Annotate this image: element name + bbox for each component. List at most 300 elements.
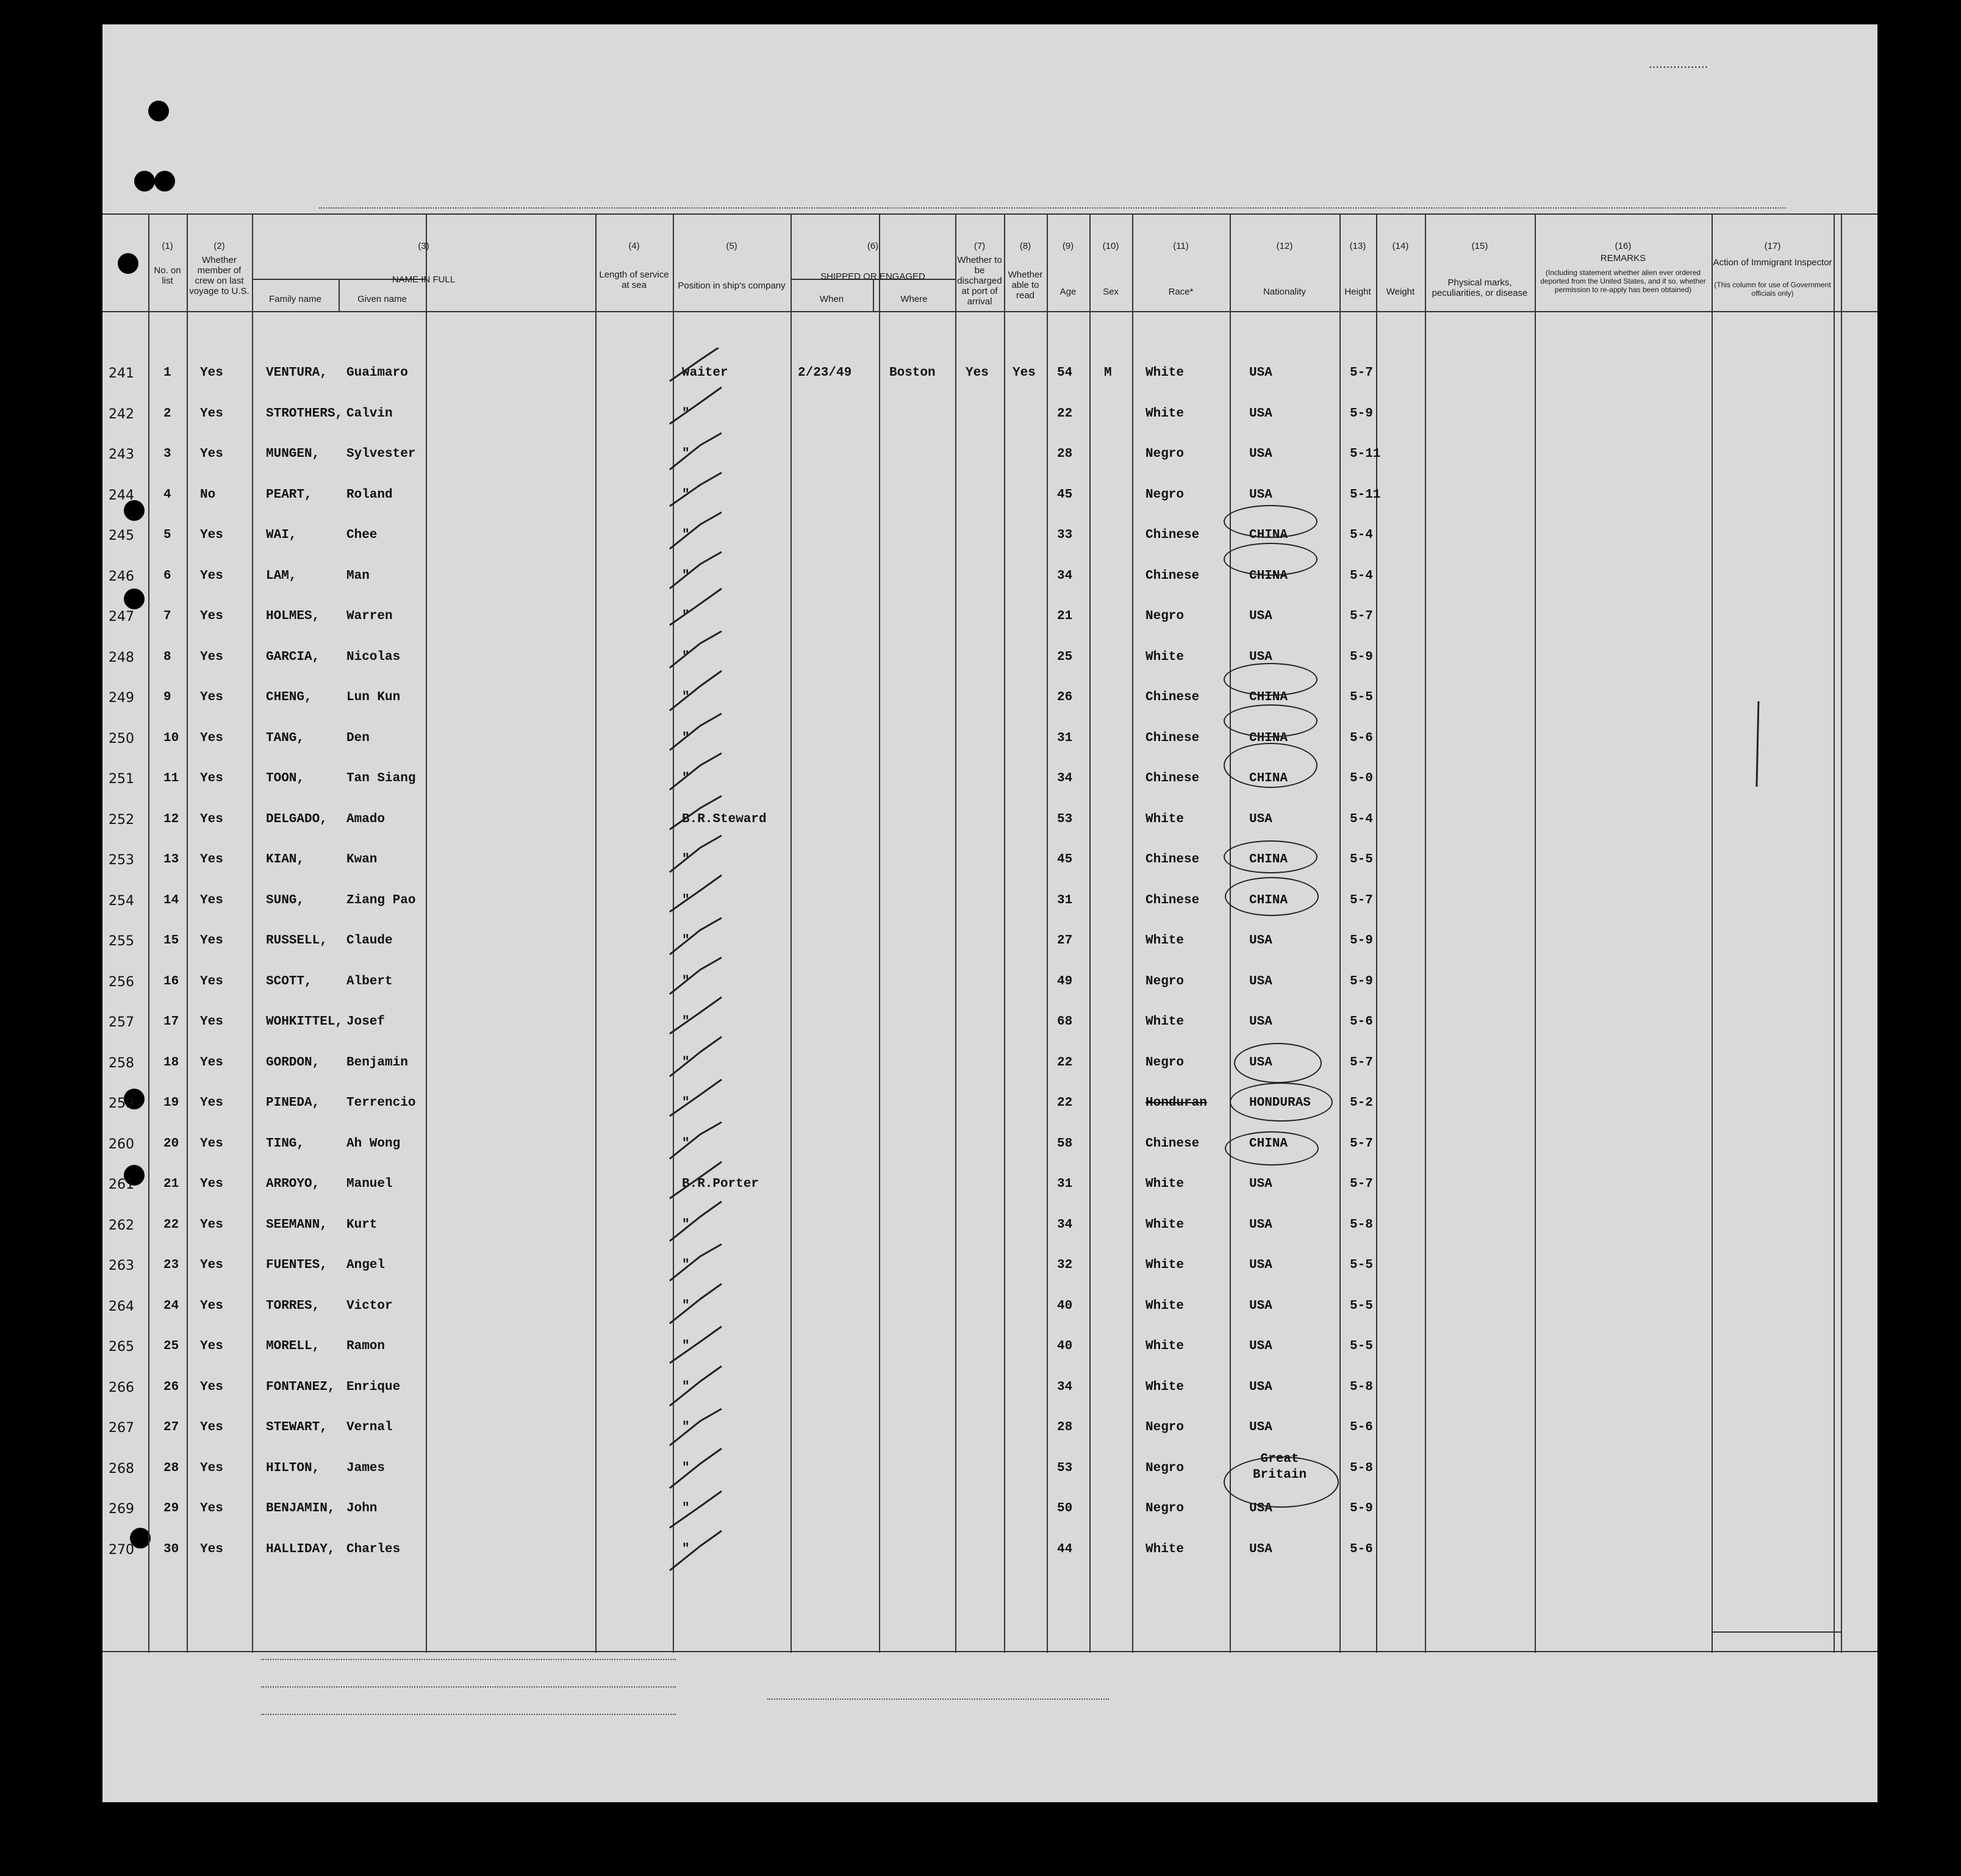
age: 58 [1057,1137,1073,1151]
column-number: (7) [973,241,986,251]
column-subheader: (This column for use of Government officials only) [1714,281,1831,298]
given-name: Ramon [346,1339,385,1353]
position: B.R.Steward [682,812,767,826]
checkmark [670,1366,722,1406]
race: White [1145,366,1185,380]
checkmark [670,671,722,711]
age: 49 [1057,975,1073,989]
position: " [682,528,690,542]
age: 22 [1057,1096,1073,1110]
position: " [682,1542,690,1556]
age: 22 [1057,1056,1073,1070]
family-name: RUSSELL, [266,934,328,948]
position: " [682,731,690,745]
race: Honduran [1145,1096,1207,1110]
punch-hole [148,101,169,121]
race: White [1145,650,1185,664]
line-number: 248 [109,650,134,665]
given-name: Angel [346,1258,385,1272]
row-number: 26 [163,1380,179,1394]
last-voyage: Yes [200,812,223,826]
nationality: HONDURAS [1249,1096,1311,1110]
line-number: 249 [109,690,134,706]
line-number: 245 [109,528,134,543]
row-number: 28 [163,1461,179,1475]
family-name: VENTURA, [266,366,328,380]
last-voyage: Yes [200,934,223,948]
signature-rule [767,1699,1109,1700]
nationality: CHINA [1249,853,1288,867]
last-voyage: Yes [200,1502,223,1516]
checkmark [670,1162,722,1198]
age: 53 [1057,812,1073,826]
age: 40 [1057,1299,1073,1313]
checkmark [670,589,722,625]
column-number: (10) [1102,241,1119,251]
given-name: Roland [346,488,393,502]
height: 5-7 [1350,1056,1373,1070]
family-name: SCOTT, [266,975,312,989]
line-number: 247 [109,609,134,625]
column-header: No. on list [154,265,181,286]
race: Negro [1145,447,1185,461]
position: " [682,609,690,623]
given-name: Terrencio [346,1096,416,1110]
column-header: Nationality [1263,287,1307,297]
given-name: Warren [346,609,393,623]
manifest-sheet [102,24,1877,1802]
height: 5-5 [1350,853,1373,867]
race: Chinese [1145,731,1200,745]
rule [1230,213,1231,1653]
last-voyage: Yes [200,1096,223,1110]
column-number: (1) [162,241,173,251]
age: 53 [1057,1461,1073,1475]
height: 5-5 [1350,690,1373,704]
height: 5-11 [1350,447,1381,461]
given-name: Benjamin [346,1056,408,1070]
given-name: Josef [346,1015,385,1029]
nationality-circle [1224,663,1317,696]
rule [1841,213,1842,1653]
age: 25 [1057,650,1073,664]
line-number: 243 [109,447,134,462]
position: " [682,1299,690,1313]
height: 5-5 [1350,1339,1373,1353]
nationality: CHINA [1249,1137,1288,1151]
column-number: (14) [1392,241,1409,251]
line-number: 262 [109,1218,134,1233]
nationality: CHINA [1249,893,1288,908]
checkmark [670,1037,722,1076]
nationality-circle [1224,1456,1339,1508]
given-name: Enrique [346,1380,401,1394]
column-header: Height [1344,287,1371,297]
given-name: Albert [346,975,393,989]
line-number: 263 [109,1258,134,1273]
rule [1712,1631,1841,1633]
row-number: 14 [163,893,179,908]
row-number: 22 [163,1218,179,1232]
column-subheader: Family name [269,294,321,304]
given-name: Chee [346,528,378,542]
family-name: KIAN, [266,853,305,867]
nationality-circle [1234,1043,1322,1083]
race: White [1145,1258,1185,1272]
age: 22 [1057,407,1073,421]
race: Chinese [1145,1137,1200,1151]
checkmark [670,1491,722,1528]
rule [1834,213,1835,1653]
column-header: Whether able to read [1008,270,1043,301]
given-name: John [346,1502,378,1516]
race: Negro [1145,609,1185,623]
checkmark [670,433,722,470]
column-header: Age [1059,287,1077,297]
race: Negro [1145,975,1185,989]
line-number: 257 [109,1015,134,1030]
line-number: 264 [109,1299,134,1314]
checkmark [670,631,722,668]
sheet-no-label: ................. [1649,58,1708,71]
last-voyage: Yes [200,609,223,623]
family-name: HILTON, [266,1461,320,1475]
position: " [682,893,690,908]
last-voyage: Yes [200,650,223,664]
position: B.R.Porter [682,1177,759,1191]
position: " [682,1339,690,1353]
nationality: USA [1249,1177,1272,1191]
line-number: 244 [109,488,134,503]
column-number: (2) [213,241,225,251]
nationality: USA [1249,407,1272,421]
row-number: 27 [163,1420,179,1434]
age: 50 [1057,1502,1073,1516]
checkmark [670,753,722,790]
rule [102,311,1877,312]
age: 34 [1057,1218,1073,1232]
age: 32 [1057,1258,1073,1272]
vessel-underline [319,207,1786,209]
last-voyage: Yes [200,1542,223,1556]
line-number: 246 [109,569,134,584]
family-name: MORELL, [266,1339,320,1353]
height: 5-7 [1350,366,1373,380]
age: 27 [1057,934,1073,948]
race: Negro [1145,488,1185,502]
age: 31 [1057,893,1073,908]
line-number: 270 [109,1542,134,1558]
column-header: Physical marks, peculiarities, or disease [1432,277,1528,298]
age: 45 [1057,853,1073,867]
height: 5-4 [1350,569,1373,583]
line-number: 254 [109,893,134,909]
crew-table [102,213,1877,1653]
last-voyage: Yes [200,407,223,421]
column-header: Action of Immigrant Inspector [1713,257,1832,268]
column-number: (6) [867,241,879,251]
last-voyage: Yes [200,893,223,908]
column-header: Weight [1386,287,1415,297]
nationality: CHINA [1249,690,1288,704]
given-name: Kurt [346,1218,378,1232]
age: 40 [1057,1339,1073,1353]
checkmark [670,875,722,912]
position: " [682,1380,690,1394]
family-name: CHENG, [266,690,312,704]
row-number: 1 [163,366,171,380]
height: 5-9 [1350,1502,1373,1516]
nationality: CHINA [1249,772,1288,786]
column-number: (8) [1019,241,1031,251]
height: 5-8 [1350,1218,1373,1232]
position: " [682,1015,690,1029]
row-number: 12 [163,812,179,826]
last-voyage: Yes [200,1461,223,1475]
family-name: ARROYO, [266,1177,320,1191]
family-name: SEEMANN, [266,1218,328,1232]
position: " [682,690,690,704]
rule [1535,213,1536,1653]
given-name: James [346,1461,385,1475]
column-number: (4) [628,241,640,251]
column-number: (16) [1615,241,1632,251]
line-number: 251 [109,772,134,787]
line-number: 260 [109,1137,134,1152]
age: 34 [1057,772,1073,786]
nationality: USA [1249,1380,1272,1394]
rule [102,1651,1877,1652]
checkmark [670,1244,722,1281]
rule [595,213,597,1653]
height: 5-5 [1350,1258,1373,1272]
given-name: Manuel [346,1177,393,1191]
position: Waiter [682,366,728,380]
family-name: SUNG, [266,893,305,908]
line-number: 255 [109,934,134,949]
family-name: GARCIA, [266,650,320,664]
position: " [682,1096,690,1110]
height: 5-4 [1350,812,1373,826]
given-name: Victor [346,1299,393,1313]
row-number: 3 [163,447,171,461]
family-name: BENJAMIN, [266,1502,335,1516]
line-number: 267 [109,1420,134,1436]
height: 5-5 [1350,1299,1373,1313]
age: 54 [1057,366,1073,380]
age: 34 [1057,569,1073,583]
nationality-circle [1224,505,1317,538]
checkmark [670,1079,722,1116]
family-name: TING, [266,1137,305,1151]
rule [955,213,956,1653]
given-name: Lun Kun [346,690,401,704]
family-name: FUENTES, [266,1258,328,1272]
column-number: (17) [1764,241,1781,251]
checkmark [670,1531,722,1570]
age: 31 [1057,731,1073,745]
checkmark [670,1122,722,1159]
race: White [1145,1380,1185,1394]
last-voyage: Yes [200,1177,223,1191]
race: White [1145,407,1185,421]
family-name: PEART, [266,488,312,502]
height: 5-6 [1350,1420,1373,1434]
last-voyage: Yes [200,1420,223,1434]
column-number: (5) [726,241,737,251]
race: White [1145,1299,1185,1313]
family-name: FONTANEZ, [266,1380,335,1394]
ditto-stroke [1749,701,1768,787]
position: " [682,650,690,664]
race: Chinese [1145,853,1200,867]
nationality-circle [1230,1083,1333,1122]
row-number: 23 [163,1258,179,1272]
last-voyage: Yes [200,772,223,786]
checkmark [670,836,722,872]
line-number: 252 [109,812,134,828]
race: White [1145,1542,1185,1556]
age: 31 [1057,1177,1073,1191]
position: " [682,975,690,989]
nationality: USA [1249,812,1272,826]
age: 21 [1057,609,1073,623]
rule [1425,213,1426,1653]
race: Chinese [1145,569,1200,583]
line-number: 258 [109,1056,134,1071]
position: " [682,853,690,867]
row-number: 11 [163,772,179,786]
family-name: WAI, [266,528,297,542]
nationality: USA [1249,1542,1272,1556]
given-name: Charles [346,1542,401,1556]
line-number: 253 [109,853,134,868]
footer-rule [261,1686,676,1688]
given-name: Ah Wong [346,1137,401,1151]
age: 28 [1057,1420,1073,1434]
given-name: Tan Siang [346,772,416,786]
row-number: 10 [163,731,179,745]
nationality-circle [1224,743,1317,788]
column-header: Sex [1103,287,1119,297]
age: 33 [1057,528,1073,542]
height: 5-2 [1350,1096,1373,1110]
nationality-circle [1225,877,1319,916]
race: Chinese [1145,893,1200,908]
age: 34 [1057,1380,1073,1394]
column-number: (13) [1349,241,1366,251]
nationality: USA [1249,447,1272,461]
family-name: DELGADO, [266,812,328,826]
height: 5-7 [1350,893,1373,908]
height: 5-7 [1350,1137,1373,1151]
position: " [682,1502,690,1516]
last-voyage: Yes [200,366,223,380]
race: Chinese [1145,772,1200,786]
column-subheader: Where [900,294,928,304]
nationality: CHINA [1249,569,1288,583]
last-voyage: Yes [200,1056,223,1070]
line-number: 266 [109,1380,134,1395]
last-voyage: Yes [200,1218,223,1232]
nationality: USA [1249,1502,1272,1516]
height: 5-9 [1350,407,1373,421]
nationality: USA [1249,609,1272,623]
line-number: 259 [109,1096,134,1111]
position: " [682,1218,690,1232]
checkmark [670,918,722,954]
row-number: 6 [163,569,171,583]
line-number: 261 [109,1177,134,1192]
nationality-circle [1224,704,1317,737]
last-voyage: Yes [200,731,223,745]
column-header: NAME IN FULL [392,274,456,285]
nationality-circle [1224,840,1317,873]
given-name: Man [346,569,370,583]
footer-rule [261,1659,676,1660]
family-name: HOLMES, [266,609,320,623]
line-number: 242 [109,407,134,422]
line-number: 256 [109,975,134,990]
checkmark [670,348,719,381]
given-name: Calvin [346,407,393,421]
rule [1712,213,1713,1653]
race: White [1145,1015,1185,1029]
row-number: 18 [163,1056,179,1070]
column-subheader: When [819,294,844,304]
rule [1339,213,1341,1653]
column-header: Whether member of crew on last voyage to U.S. [189,255,249,296]
height: 5-9 [1350,934,1373,948]
checkmark [670,1284,722,1323]
row-number: 17 [163,1015,179,1029]
rule [1132,213,1133,1653]
family-name: LAM, [266,569,297,583]
nationality: USA [1249,975,1272,989]
position: " [682,1461,690,1475]
nationality: USA [1249,1218,1272,1232]
height: 5-8 [1350,1461,1373,1475]
given-name: Kwan [346,853,378,867]
column-number: (9) [1062,241,1074,251]
rule [252,213,253,1653]
checkmark [670,1201,722,1241]
row-number: 20 [163,1137,179,1151]
column-header: Position in ship's company [678,281,786,291]
column-subheader: (Including statement whether alien ever ordered deported from the United States, and if so, whether permission to re-apply has been obtained) [1540,268,1706,294]
column-number: (3) [418,241,429,251]
checkmark [670,796,722,829]
footer-rule [261,1714,676,1715]
given-name: Amado [346,812,385,826]
last-voyage: Yes [200,1015,223,1029]
row-number: 25 [163,1339,179,1353]
row-number: 24 [163,1299,179,1313]
line-number: 269 [109,1502,134,1517]
nationality: USA [1249,366,1272,380]
nationality-circle [1224,543,1317,576]
position: " [682,1137,690,1151]
race: White [1145,934,1185,948]
row-number: 7 [163,609,171,623]
last-voyage: Yes [200,975,223,989]
nationality: USA [1249,1299,1272,1313]
race: Negro [1145,1502,1185,1516]
line-number: 268 [109,1461,134,1477]
nationality: USA [1249,650,1272,664]
nationality: CHINA [1249,528,1288,542]
nationality: USA [1249,1420,1272,1434]
